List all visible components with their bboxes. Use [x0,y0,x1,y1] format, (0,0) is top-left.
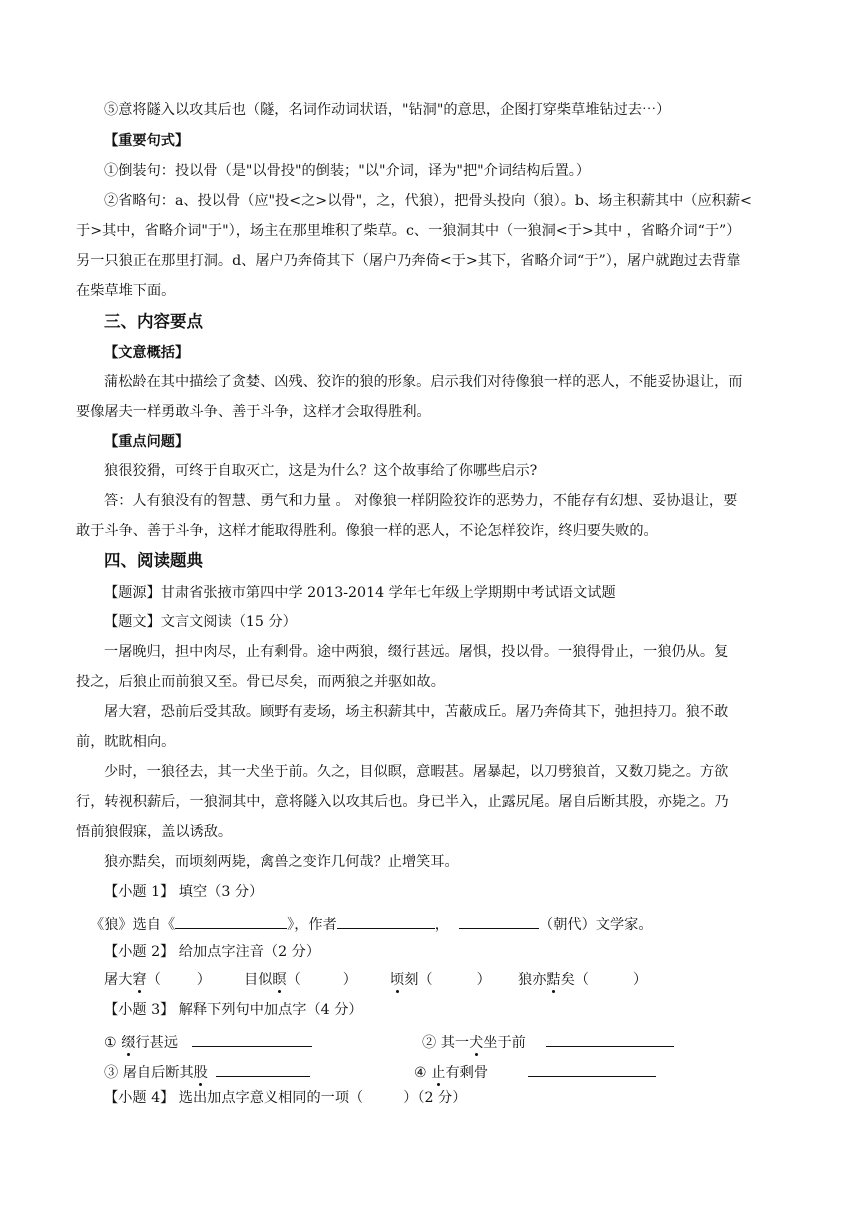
q2-text: ） [342,972,357,988]
question-title: 【小题 2】 给加点字注音（2 分） [104,944,321,960]
q3-text: 坐于前 [483,1035,526,1051]
q4-text-a: 【小题 4】 选出加点字意义相同的一项（ [104,1090,364,1106]
section-label: 【文意概括】 [104,345,190,361]
answer-blank[interactable] [546,1030,674,1047]
q3-item [422,1030,674,1053]
q1-text-b: 》，作者 [287,917,337,933]
q1-text-d: （朝代）文学家。 [539,917,653,933]
q2-text: 屠大 [104,972,133,988]
q1-text-c: ， [434,917,449,933]
q2-text: （ [286,972,301,988]
dotted-char: 犬 [469,1035,484,1051]
q2-item [518,970,647,990]
text-line: 行，转视积薪后，一狼洞其中，意将隧入以攻其后也。身已半入，止露尻尾。屠自后断其股，亦毙之。乃 [76,794,729,810]
text-line: 敢于斗争、善于斗争，这样才能取得胜利。像狼一样的恶人，不论怎样狡诈，终归要失败的。 [76,523,658,539]
section-label: 【重点问题】 [104,434,190,450]
text-line: 在柴草堆下面。 [76,283,176,299]
q3-number: ① [104,1035,117,1051]
text-line: 一屠晚归，担中肉尽，止有剩骨。途中两狼，缀行甚远。屠惧，投以骨。一狼得骨止，一狼仍从。复 [104,644,729,660]
q2-text: 刻（ [404,972,433,988]
q2-text: ） [196,972,211,988]
answer-blank[interactable] [528,1060,656,1077]
q3-number: ④ [414,1065,427,1081]
q3-text: 屠自后断其 [118,1065,194,1081]
q3-number: ③ [104,1065,119,1081]
text-line: 投之，后狼止而前狼又至。骨已尽矣，而两狼之并驱如故。 [76,674,445,690]
question-title: 【小题 1】 填空（3 分） [104,884,264,900]
q2-item [390,970,491,990]
question-title: 【小题 3】 解释下列句中加点字（4 分） [104,1002,363,1018]
q2-text: （ [146,972,161,988]
answer-blank[interactable] [192,1030,312,1047]
q3-text: 有剩骨 [445,1065,489,1081]
q3-text: 其一 [436,1035,470,1051]
dotted-char: 窘 [132,972,147,988]
question-1-line [90,912,653,935]
q2-text: 矣（ [560,972,589,988]
dotted-char: 止 [431,1065,446,1081]
q4-text-b: ）（2 分） [403,1090,467,1106]
text-line: 【题源】甘肃省张掖市第四中学 2013-2014 学年七年级上学期期中考试语文试题 [104,585,616,601]
text-line: 要像屠夫一样勇敢斗争、善于斗争，这样才会取得胜利。 [76,404,431,420]
text-line: 【题文】文言文阅读（15 分） [104,614,297,630]
answer-blank[interactable] [216,1060,310,1077]
q2-item [104,970,211,990]
question-4-line [104,1088,466,1108]
text-line: 少时，一狼径去，其一犬坐于前。久之，目似瞑，意暇甚。屠暴起，以刀劈狼首，又数刀毙之。方欲 [104,764,729,780]
dotted-char: 瞑 [272,972,287,988]
text-line: ②省略句：a、投以骨（应"投<之>以骨"，之，代狼），把骨头投向（狼）。b、场主积薪其中（应积薪< [104,193,752,209]
answer-blank-dynasty[interactable] [459,912,539,929]
q2-text: 狼亦 [518,972,547,988]
text-line: 屠大窘，恐前后受其敌。顾野有麦场，场主积薪其中，苫蔽成丘。屠乃奔倚其下，弛担持刀。狼不敢 [104,704,729,720]
q2-text: ） [476,972,491,988]
dotted-char: 顷 [390,972,405,988]
section-heading: 四、阅读题典 [104,551,203,570]
section-label: 【重要句式】 [104,133,190,149]
q2-text: 目似 [244,972,273,988]
section-heading: 三、内容要点 [104,312,203,331]
text-line: 另一只狼正在那里打洞。d、屠户乃奔倚其下（屠户乃奔倚<于>其下，省略介词“于”），屠户就跑过去背靠 [76,253,741,269]
q3-text: 行甚远 [135,1035,179,1051]
dotted-char: 股 [193,1065,208,1081]
dotted-char: 缀 [121,1035,136,1051]
text-line: ①倒装句：投以骨（是"以骨投"的倒装；"以"介词，译为"把"介词结构后置。） [104,163,591,179]
text-line: 狼很狡猾，可终于自取灭亡，这是为什么？这个故事给了你哪些启示? [104,463,538,479]
text-line: 狼亦黠矣，而顷刻两毙，禽兽之变诈几何哉？止增笑耳。 [104,854,459,870]
q3-item [104,1030,312,1053]
answer-blank-author[interactable] [337,912,435,929]
q2-item [244,970,357,990]
q3-item [104,1060,310,1083]
text-line: 悟前狼假寐，盖以诱敌。 [76,824,233,840]
text-line: 答：人有狼没有的智慧、勇气和力量 。 对像狼一样阴险狡诈的恶势力，不能存有幻想、妥协退让，要 [104,493,738,509]
dotted-char: 黠 [546,972,561,988]
q3-item [414,1060,656,1083]
text-line: ⑤意将隧入以攻其后也（隧，名词作动词状语，"钻洞"的意思，企图打穿柴草堆钻过去⋯） [104,102,671,118]
answer-blank-source[interactable] [175,912,287,929]
text-line: 前，眈眈相向。 [76,734,176,750]
q1-text-a: 《狼》选自《 [90,917,176,933]
q3-number: ② [422,1035,437,1051]
text-line: 蒲松龄在其中描绘了贪婪、凶残、狡诈的狼的形象。启示我们对待像狼一样的恶人，不能妥协退让，而 [104,374,743,390]
q2-text: ） [632,972,648,988]
text-line: 于>其中，省略介词"于"），场主在那里堆积了柴草。c、一狼洞其中（一狼洞<于>其中 ，省略介词“于”） [76,223,741,239]
